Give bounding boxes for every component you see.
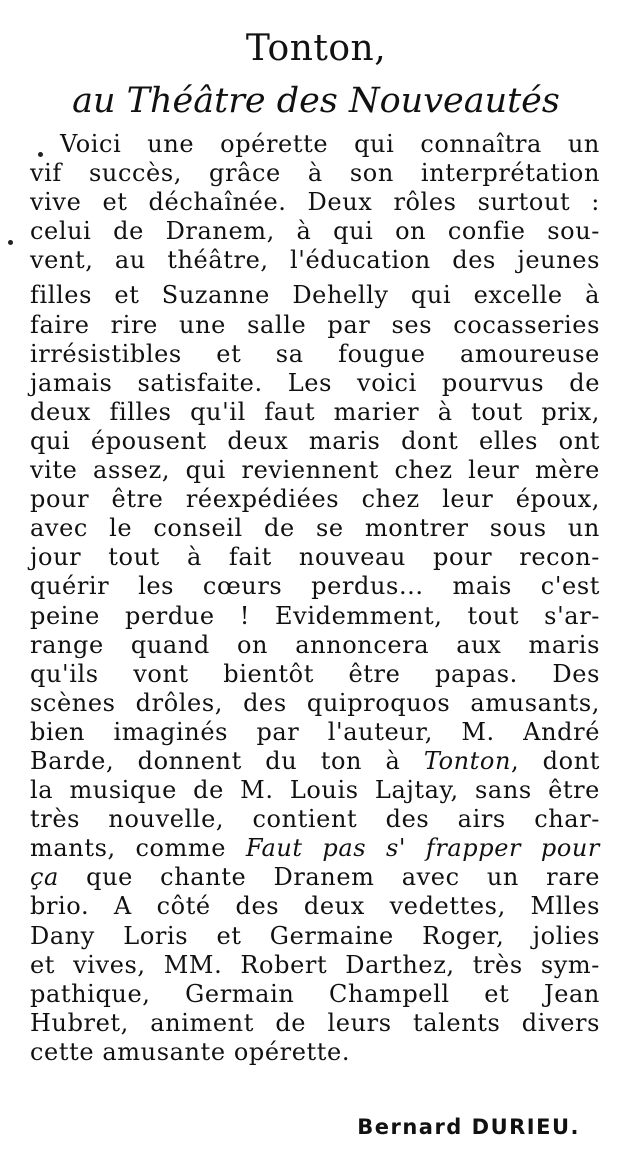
article-line: faire rire une salle par ses cocasseries [30, 310, 600, 339]
article-line: vite assez, qui reviennent chez leur mère [30, 456, 600, 485]
article-line: Voici une opérette qui connaîtra un [60, 130, 600, 158]
article-line: Hubret, animent de leurs talents divers [30, 1008, 600, 1037]
article-line: vive et déchaînée. Deux rôles surtout : [30, 188, 600, 217]
article-line [30, 863, 600, 892]
author-signature: Bernard DURIEU. [357, 1115, 580, 1139]
article-line: Dany Loris et Germaine Roger, jolies [30, 921, 600, 950]
article-line: jour tout à fait nouveau pour recon- [30, 543, 600, 572]
article-line: vif succès, grâce à son interprétation [30, 159, 600, 188]
article-line: qui épousent deux maris dont elles ont [30, 426, 600, 455]
article-title: Tonton, [245, 28, 387, 69]
article-line: bien imaginés par l'auteur, M. André [30, 717, 600, 746]
article-line: filles et Suzanne Dehelly qui excelle à [30, 281, 600, 310]
article-line: pathique, Germain Champell et Jean [30, 979, 600, 1008]
article-line: la musique de M. Louis Lajtay, sans être [30, 776, 600, 805]
article-line: brio. A côté des deux vedettes, Mlles [30, 892, 600, 921]
article-line: deux filles qu'il faut marier à tout prix, [30, 397, 600, 426]
article-line [30, 834, 600, 863]
italic-title-tonton: Tonton [423, 746, 512, 775]
article-body [30, 130, 600, 1067]
article-line: scènes drôles, des quiproquos amusants, [30, 688, 600, 717]
article-line: avec le conseil de se montrer sous un [30, 514, 600, 543]
italic-song-title: Faut pas s' frapper pour [245, 834, 601, 863]
article-line-text: que chante Dranem avec un rare [58, 863, 600, 892]
article-line [30, 747, 600, 776]
article-line: cette amusante opérette. [30, 1037, 351, 1066]
article-line: vent, au théâtre, l'éducation des jeunes [30, 246, 600, 275]
article-line: qu'ils vont bientôt être papas. Des [30, 659, 600, 688]
article-line: quérir les cœurs perdus... mais c'est [30, 572, 600, 601]
print-speck [8, 240, 13, 245]
article-line: et vives, MM. Robert Darthez, très sym- [30, 950, 600, 979]
article-line: pour être réexpédiées chez leur époux, [30, 485, 600, 514]
article-subtitle: au Théâtre des Nouveautés [72, 81, 560, 121]
article-line: range quand on annoncera aux maris [30, 630, 600, 659]
article-line-text: , dont [511, 746, 600, 775]
article-line: peine perdue ! Evidemment, tout s'ar- [30, 601, 600, 630]
article-line: irrésistibles et sa fougue amoureuse [30, 339, 600, 368]
article-line-text: mants, comme [30, 834, 246, 863]
article-line: celui de Dranem, à qui on confie sou- [30, 217, 600, 246]
article-line: très nouvelle, contient des airs char- [30, 805, 600, 834]
article-line-text: Barde, donnent du ton à [30, 746, 424, 775]
article-line: jamais satisfaite. Les voici pourvus de [30, 368, 600, 397]
italic-song-title-end: ça [30, 863, 59, 892]
